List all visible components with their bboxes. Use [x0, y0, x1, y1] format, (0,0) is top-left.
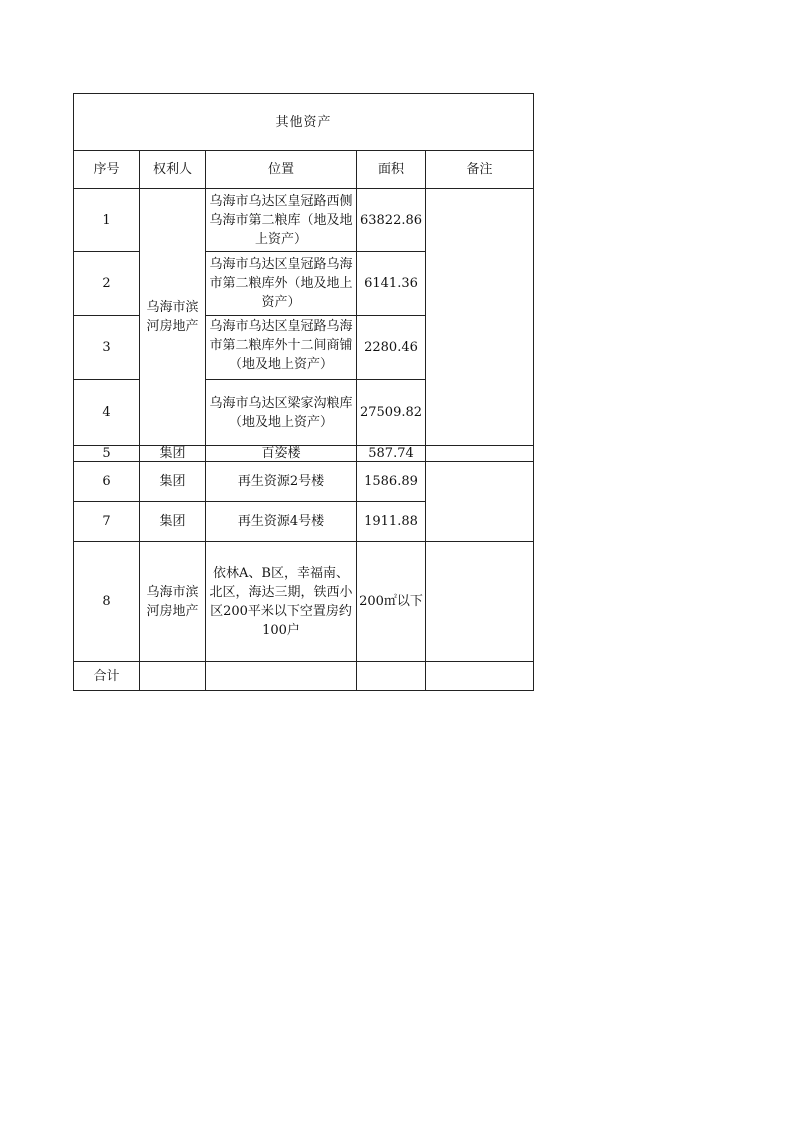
row-area: 2280.46 [357, 316, 426, 380]
other-assets-table [73, 93, 534, 691]
row-seq: 4 [74, 380, 140, 446]
row-seq: 7 [74, 502, 140, 542]
row-note [426, 542, 534, 662]
row-location-text: 乌海市乌达区梁家沟粮库（地及地上资产） [209, 395, 353, 430]
total-row [74, 662, 534, 691]
total-label: 合计 [74, 662, 140, 691]
row-note [426, 446, 534, 462]
row-location: 再生资源2号楼 [206, 462, 357, 502]
row-location [206, 252, 357, 316]
row-location: 依林A、B区，幸福南、北区，海达三期，铁西小区200平米以下空置房约100户 [206, 542, 357, 662]
row-owner: 集团 [140, 462, 206, 502]
row-area: 6141.36 [357, 252, 426, 316]
header-owner: 权利人 [140, 151, 206, 189]
row-seq: 1 [74, 189, 140, 252]
row-owner: 集团 [140, 446, 206, 462]
table-row [74, 542, 534, 662]
total-note [426, 662, 534, 691]
row-owner: 集团 [140, 502, 206, 542]
total-location [206, 662, 357, 691]
row-location-text: 乌海市乌达区皇冠路乌海市第二粮库外（地及地上资产） [209, 257, 353, 310]
row-area: 587.74 [357, 446, 426, 462]
header-location: 位置 [206, 151, 357, 189]
row-location-text: 乌海市乌达区皇冠路乌海市第二粮库外十二间商铺（地及地上资产） [209, 319, 353, 372]
row-location: 再生资源4号楼 [206, 502, 357, 542]
note-cell-6-7 [426, 462, 534, 542]
header-area: 面积 [357, 151, 426, 189]
row-area: 1586.89 [357, 462, 426, 502]
group-note-cell [426, 189, 534, 446]
table-row [74, 189, 534, 252]
row-area: 27509.82 [357, 380, 426, 446]
table-row [74, 446, 534, 462]
row-area: 200㎡以下 [357, 542, 426, 662]
row-area: 1911.88 [357, 502, 426, 542]
total-owner [140, 662, 206, 691]
row-seq: 2 [74, 252, 140, 316]
row-location [206, 380, 357, 446]
table-row [74, 462, 534, 502]
row-seq: 3 [74, 316, 140, 380]
row-location: 百姿楼 [206, 446, 357, 462]
row-seq: 6 [74, 462, 140, 502]
row-location [206, 189, 357, 252]
group-owner-cell: 乌海市滨河房地产 [140, 189, 206, 446]
table-title: 其他资产 [74, 94, 534, 151]
header-seq: 序号 [74, 151, 140, 189]
total-area [357, 662, 426, 691]
row-seq: 8 [74, 542, 140, 662]
row-location-text: 乌海市乌达区皇冠路西侧乌海市第二粮库（地及地上资产） [209, 193, 353, 247]
row-seq: 5 [74, 446, 140, 462]
header-note: 备注 [426, 151, 534, 189]
row-location [206, 316, 357, 380]
row-owner: 乌海市滨河房地产 [140, 542, 206, 662]
row-area: 63822.86 [357, 189, 426, 252]
